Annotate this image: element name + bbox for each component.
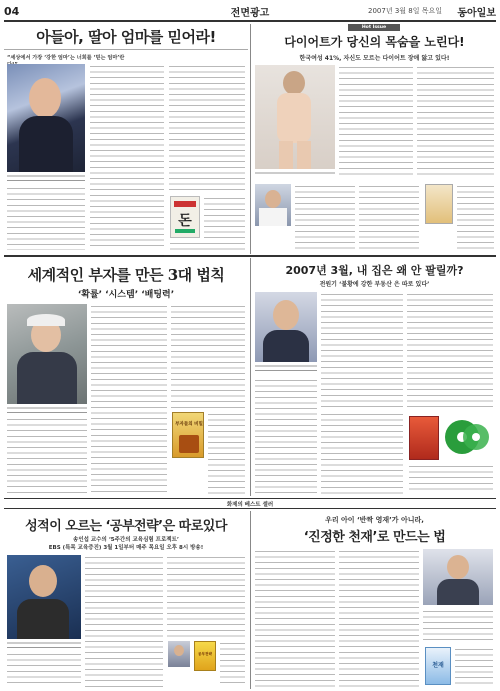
kicker: 우리 아이 ‘반짝 영재’가 아니라, [325, 516, 424, 524]
photo-caption [255, 364, 317, 373]
book-info [457, 184, 494, 250]
newspaper-logo: 동아일보 [457, 8, 496, 19]
headline: 성적이 오르는 ‘공부전략’은 따로있다 [25, 519, 227, 534]
section-title: 전면광고 [230, 8, 270, 19]
body-text-col2 [255, 378, 317, 494]
photo-caption [255, 171, 335, 177]
book-title: 공부전략 [198, 652, 212, 656]
body-text-col3 [171, 304, 245, 408]
body-text-col2 [91, 304, 167, 494]
headline: 2007년 3월, 내 집은 왜 안 팔릴까? [285, 264, 464, 277]
teacher-photo [168, 641, 190, 667]
body-text-col4 [359, 184, 419, 250]
body-text-col2 [339, 549, 419, 687]
body-text-col2 [90, 64, 164, 250]
subhead: 송인섭 교수의 ‘5주간의 교육심험 프로젝트’ [73, 537, 179, 543]
book-title: 돈 [178, 213, 192, 229]
subhead: ‘확률’ ‘시스템’ ‘배팅력’ [77, 290, 175, 300]
doctor-photo [255, 184, 291, 226]
headline: ‘진정한 천재’로 만드는 법 [303, 530, 446, 545]
diet-woman-photo [255, 65, 335, 169]
book-cover-money [170, 196, 200, 238]
body-text-col3 [295, 184, 355, 250]
book-cover-study [194, 641, 216, 671]
body-text-col4 [321, 412, 403, 494]
page-number: 04 [4, 5, 20, 18]
banner-rule-top [4, 498, 496, 499]
author-photo [255, 292, 317, 362]
body-text-col2 [85, 555, 163, 687]
article-top-right [253, 24, 496, 252]
book-cover-rich [172, 412, 204, 458]
article-bottom-right [253, 511, 496, 689]
body-text-col3 [423, 609, 493, 643]
column-divider [250, 24, 251, 254]
book-cover-realestate [409, 416, 439, 460]
section-rule [4, 255, 496, 257]
photo-caption [7, 641, 81, 649]
headline: 세계적인 부자를 만든 3대 법칙 [27, 266, 225, 284]
page-header [0, 0, 500, 22]
article-middle-right [253, 258, 496, 496]
article-middle-left [4, 258, 248, 496]
book-info [409, 464, 493, 494]
body-text-col3 [169, 64, 245, 192]
body-text-col3 [407, 292, 493, 408]
column-divider [250, 258, 251, 496]
book-info [220, 641, 245, 687]
headline: 아들아, 딸아 엄마를 믿어라! [36, 28, 216, 46]
businessman-photo [7, 304, 87, 404]
book-cover-genius [425, 647, 451, 685]
book-info [208, 412, 245, 494]
professor-photo [7, 555, 81, 639]
body-text-col2 [417, 65, 494, 179]
book-info [455, 647, 493, 687]
subhead: 한국여성 41%, 자신도 모르는 다이어트 장애 앓고 있다! [299, 55, 450, 62]
book-title: 천재 [432, 662, 444, 669]
book-cover-diet [425, 184, 453, 224]
subhead: “세상에서 가장 ‘강한 엄마’는 너희를 ‘믿는 엄마’란 [7, 55, 125, 61]
body-text-col1 [7, 652, 81, 687]
bestseller-banner: 화제의 베스트 셀러 [226, 502, 274, 508]
subhead-broadcast: EBS (특목 교육증진) 3월 1일부터 매주 목요일 오후 8시 방송! [48, 545, 204, 551]
author-photo [7, 64, 85, 172]
body-text-col3 [167, 555, 245, 637]
body-text-col1 [7, 417, 87, 494]
body-text-col1 [7, 186, 85, 250]
body-text-col1 [321, 292, 403, 408]
subhead: 전원기 ‘불황에 강한 부동산 은 따로 있다’ [319, 281, 430, 288]
photo-caption [7, 406, 87, 414]
header-rule [4, 20, 496, 22]
body-text-col1 [339, 65, 413, 179]
photo-caption [7, 174, 85, 184]
article-top-left [4, 24, 248, 252]
hot-issue-label: Hot Issue [348, 24, 400, 31]
body-text-col1 [255, 549, 335, 687]
issue-date: 2007년 3월 8일 목요일 [368, 7, 442, 15]
article-bottom-left [4, 511, 248, 689]
book-title: 부자들의 비밀 [175, 422, 203, 427]
headline: 다이어트가 당신의 목숨을 노린다! [284, 35, 465, 49]
banner-rule-bottom [4, 508, 496, 509]
column-divider [250, 511, 251, 689]
book-price [170, 241, 245, 250]
cd-graphic [445, 420, 491, 454]
genius-author-photo [423, 549, 493, 605]
book-info [204, 196, 245, 238]
